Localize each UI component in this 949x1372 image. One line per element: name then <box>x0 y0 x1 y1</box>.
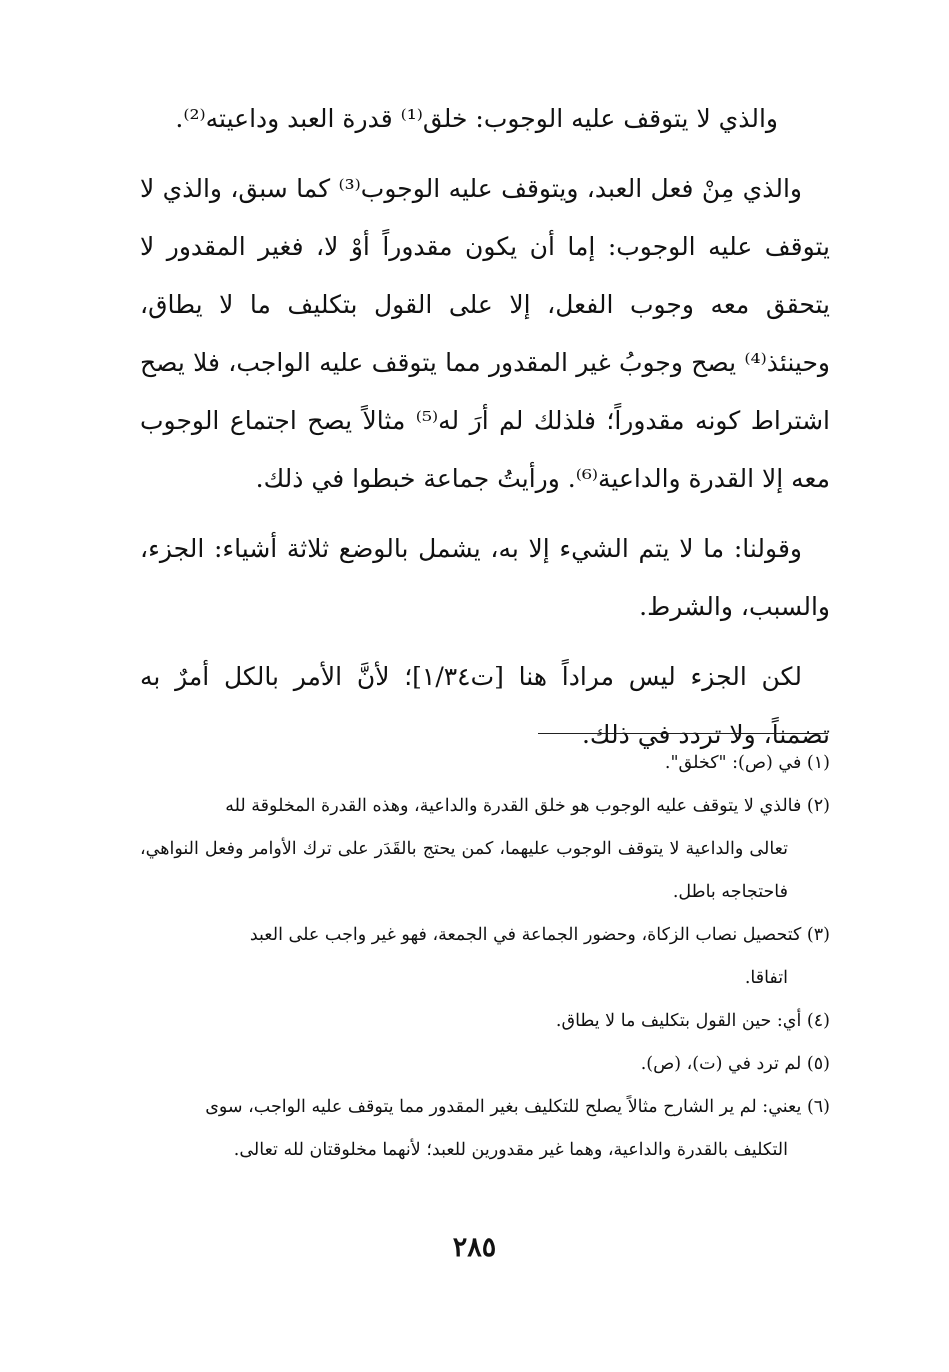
footnote-3: (٣) كتحصيل نصاب الزكاة، وحضور الجماعة في الجمعة، فهو غير واجب على العبد <box>249 925 830 945</box>
footnote-2-continued: تعالى والداعية لا يتوقف الوجوب عليهما، كمن يحتج بالقَدَر على ترك الأوامر وفعل النواهي، فاحتجاجه باطل. <box>140 839 788 902</box>
paragraph-2: والذي مِنْ فعل العبد، ويتوقف عليه الوجوب⁽³⁾ كما سبق، والذي لا يتوقف عليه الوجوب: إما أن يكون مقدوراً أوْ لا، فغير المقدور لا يتحقق معه وجوب الفعل، إلا على القول بتكليف ما لا يطاق، وحينئذ⁽⁴⁾ يصح وجوبُ غير المقدور مما يتوقف عليه الواجب، فلا يصح اشتراط كونه مقدوراً؛ فلذلك لم أرَ له⁽⁵⁾ مثالاً يصح اجتماع الوجوب معه إلا القدرة والداعية⁽⁶⁾. ورأيتُ جماعة خبطوا في ذلك. <box>140 174 830 493</box>
footnotes <box>140 742 830 1172</box>
footnote-separator <box>538 733 828 734</box>
footnote-3-continued: اتفاقا. <box>744 968 788 988</box>
footnote-6: (٦) يعني: لم ير الشارح مثالاً يصلح للتكليف بغير المقدور مما يتوقف عليه الواجب، سوى <box>205 1097 830 1117</box>
paragraph-1: والذي لا يتوقف عليه الوجوب: خلق⁽¹⁾ قدرة العبد وداعيته⁽²⁾. <box>175 104 778 133</box>
footnote-4: (٤) أي: حين القول بتكليف ما لا يطاق. <box>555 1011 830 1031</box>
paragraph-3: وقولنا: ما لا يتم الشيء إلا به، يشمل بالوضع ثلاثة أشياء: الجزء، والسبب، والشرط. <box>140 534 830 621</box>
footnote-5: (٥) لم ترد في (ت)، (ص). <box>640 1054 830 1074</box>
footnote-1: (١) في (ص): "كخلق". <box>664 753 830 773</box>
paragraph-4: لكن الجزء ليس مراداً هنا [ت١/٣٤]؛ لأنَّ الأمر بالكل أمرٌ به تضمناً، ولا تردد في ذلك. <box>140 662 830 749</box>
footnote-2: (٢) فالذي لا يتوقف عليه الوجوب هو خلق القدرة والداعية، وهذه القدرة المخلوقة لله <box>225 796 830 816</box>
page-number: ٢٨٥ <box>452 1232 497 1263</box>
main-text <box>140 90 830 776</box>
footnote-6-continued: التكليف بالقدرة والداعية، وهما غير مقدورين للعبد؛ لأنهما مخلوقتان لله تعالى. <box>233 1140 788 1160</box>
